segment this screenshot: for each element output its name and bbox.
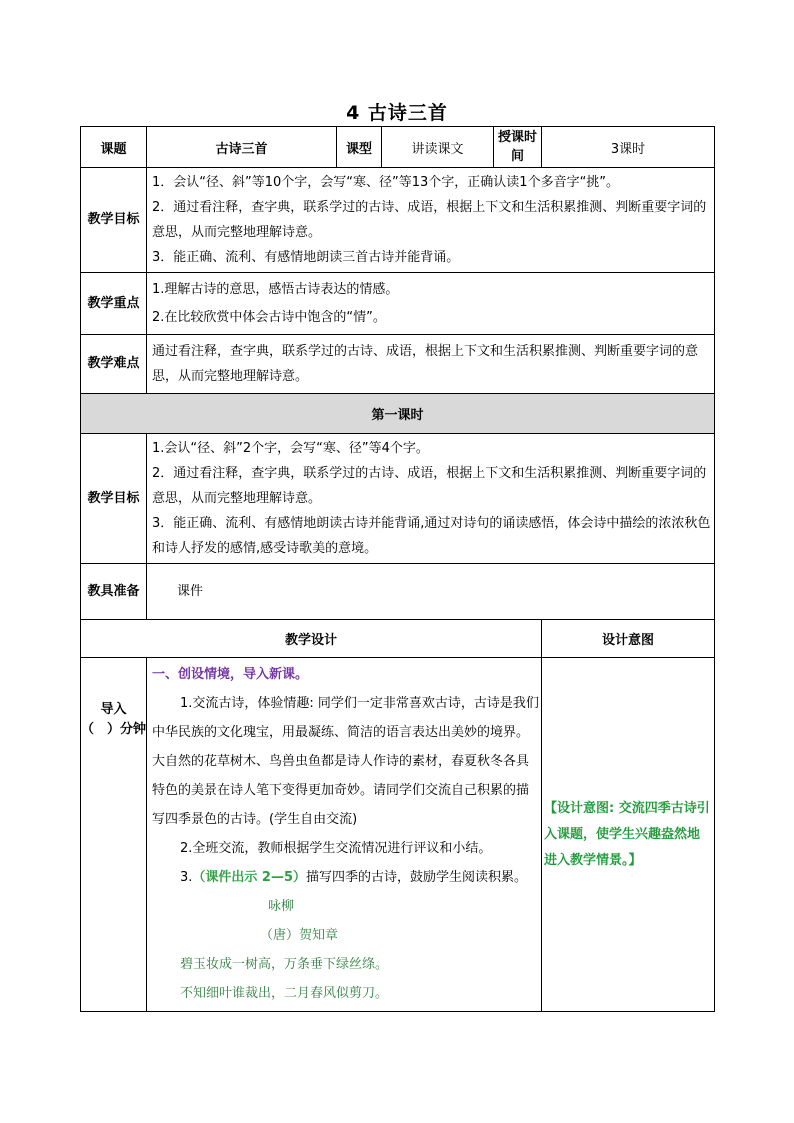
- key-points-label: 教学重点: [81, 273, 147, 335]
- design-header-row: [81, 620, 715, 658]
- lesson1-goals-label: 教学目标: [81, 434, 147, 564]
- lesson1-goals-content: [147, 434, 715, 564]
- lesson1-goal-3: 3．能正确、流利、有感情地朗读古诗并能背诵,通过对诗句的诵读感悟，体会诗中描绘的浓浓秋色和诗人抒发的感情,感受诗歌美的意境。: [152, 516, 711, 556]
- topic-value: 古诗三首: [147, 127, 337, 168]
- lesson-plan-table: [80, 126, 715, 1012]
- goals-row: [81, 168, 715, 273]
- key-point-1: 1.理解古诗的意思，感悟古诗表达的情感。: [152, 281, 399, 297]
- topic-label: 课题: [81, 127, 147, 168]
- difficulties-row: [81, 335, 715, 394]
- courseware-highlight: （课件出示 2—5）: [192, 870, 307, 885]
- poem-line-2: 不知细叶谁裁出，二月春风似剪刀。: [180, 986, 389, 1001]
- lesson1-goal-2: 2．通过看注释，查字典，联系学过的古诗、成语，根据上下文和生活积累推测、判断重要字词的意思，从而完整地理解诗意。: [152, 466, 707, 506]
- type-value: 讲读课文: [382, 127, 494, 168]
- stage-duration: （ ）分钟: [81, 722, 147, 737]
- design-para-2: 2.全班交流，教师根据学生交流情况进行评议和小结。: [180, 841, 492, 856]
- stage-name: 导入: [100, 702, 127, 717]
- stage-label: [81, 658, 147, 1012]
- goals-label: 教学目标: [81, 168, 147, 273]
- poem-title: 咏柳: [268, 899, 295, 914]
- design-para-3: [152, 863, 539, 892]
- design-intent: 【设计意图: 交流四季古诗引入课题，使学生兴趣盎然地进入教学情景。】: [542, 658, 715, 1012]
- design-content: [147, 658, 542, 1012]
- poem-author: （唐）贺知章: [260, 928, 339, 943]
- key-points-content: [147, 273, 715, 335]
- intent-column-header: 设计意图: [542, 620, 715, 658]
- type-label: 课型: [337, 127, 382, 168]
- lesson1-goals-row: [81, 434, 715, 564]
- page-title: 4 古诗三首: [346, 102, 448, 124]
- goal-line-1: 1．会认“径、斜”等10个字，会写“寒、径”等13个字，正确认读1个多音字“挑”。: [152, 175, 620, 190]
- design-content-row: [81, 658, 715, 1012]
- key-point-2: 2.在比较欣赏中体会古诗中饱含的“情”。: [152, 309, 386, 325]
- poem-line-1: 碧玉妆成一树高，万条垂下绿丝绦。: [180, 957, 389, 972]
- difficulties-label: 教学难点: [81, 335, 147, 394]
- time-label: 授课时间: [494, 127, 542, 168]
- key-points-row: [81, 273, 715, 335]
- design-heading: 一、创设情境，导入新课。: [152, 667, 309, 682]
- design-column-header: 教学设计: [81, 620, 542, 658]
- design-para-1: 1.交流古诗，体验情趣: 同学们一定非常喜欢古诗，古诗是我们中华民族的文化瑰宝，用最凝练、简洁的语言表达出美妙的境界。大自然的花草树木、鸟兽虫鱼都是诗人作诗的素材，春夏秋冬各具特色的美景在诗人笔下变得更加奇妙。请同学们交流自己积累的描写四季景色的古诗。(学生自由交流): [152, 696, 539, 827]
- goal-line-2: 2．通过看注释，查字典，联系学过的古诗、成语，根据上下文和生活积累推测、判断重要字词的意思，从而完整地理解诗意。: [152, 200, 707, 240]
- lesson1-section-row: [81, 394, 715, 434]
- goal-line-3: 3．能正确、流利、有感情地朗读三首古诗并能背诵。: [152, 250, 460, 265]
- lesson1-section-title: 第一课时: [81, 394, 715, 434]
- tools-row: [81, 564, 715, 620]
- goals-content: [147, 168, 715, 273]
- para3-number: 3.: [180, 870, 193, 885]
- tools-label: 教具准备: [81, 564, 147, 620]
- para3-text: 描写四季的古诗，鼓励学生阅读积累。: [306, 870, 528, 885]
- difficulties-content: 通过看注释，查字典，联系学过的古诗、成语，根据上下文和生活积累推测、判断重要字词的意思，从而完整地理解诗意。: [147, 335, 715, 394]
- time-value: 3课时: [542, 127, 715, 168]
- lesson1-goal-1: 1.会认“径、斜”2个字，会写“寒、径”等4个字。: [152, 441, 429, 456]
- tools-value: 课件: [147, 564, 715, 620]
- header-row: [81, 127, 715, 168]
